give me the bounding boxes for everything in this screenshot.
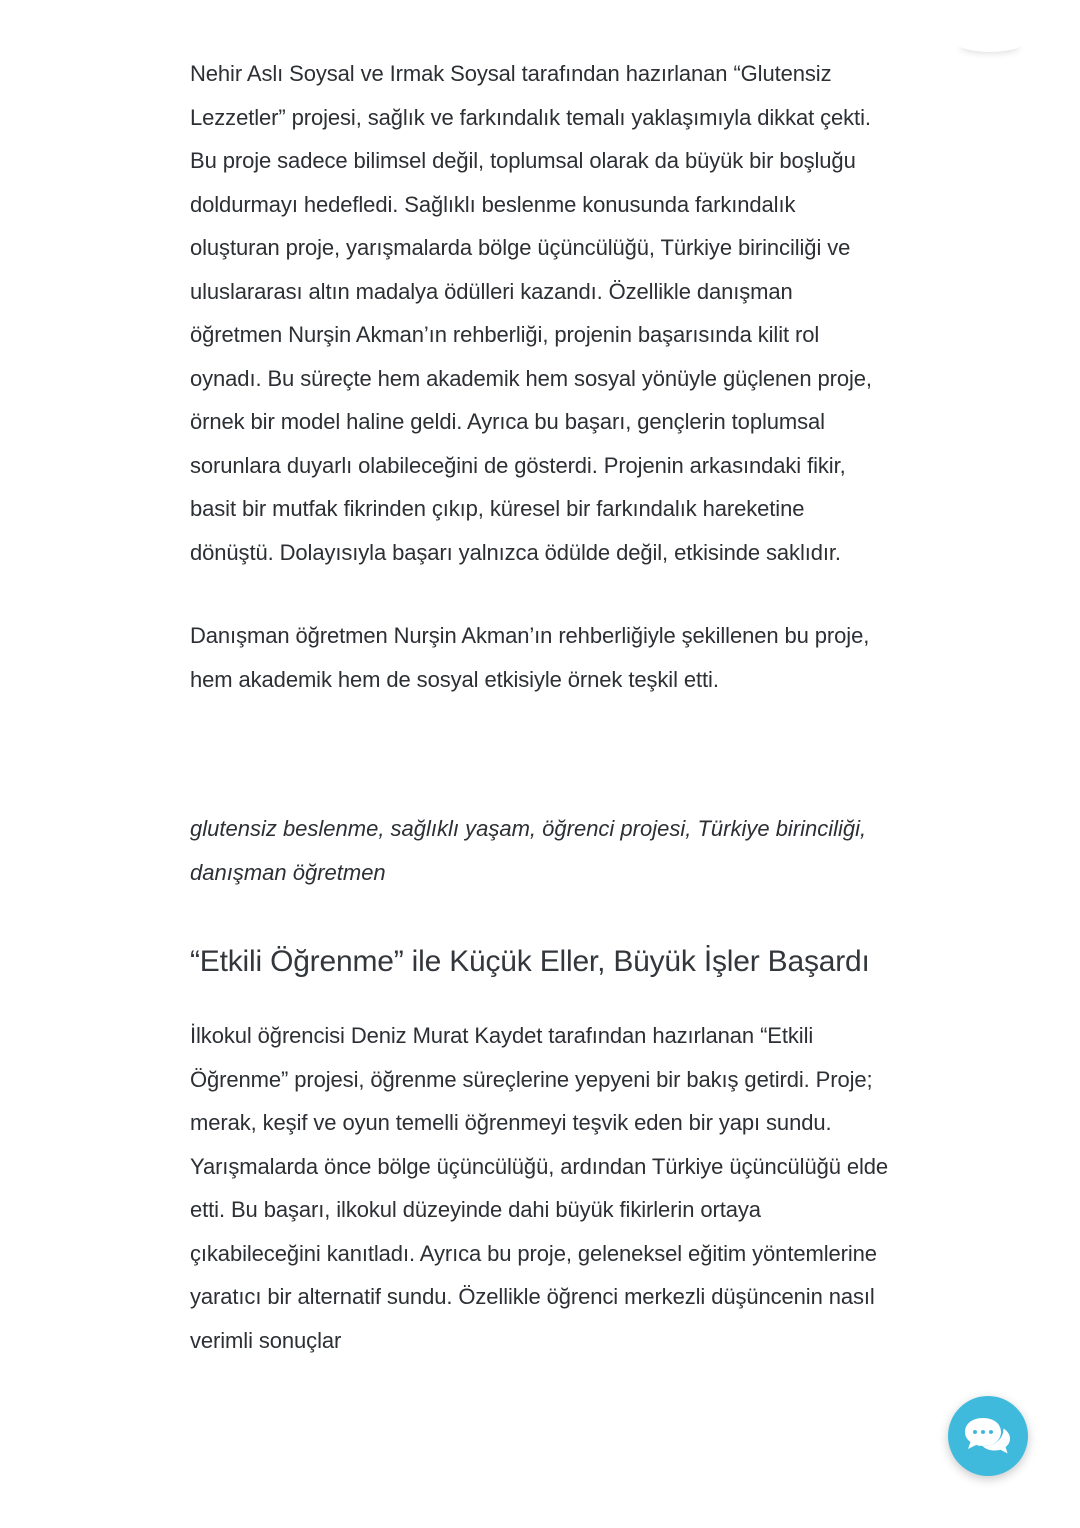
article-tags: glutensiz beslenme, sağlıklı yaşam, öğrenci projesi, Türkiye birinciliği, danışman öğretmen (190, 816, 867, 885)
article-body (190, 52, 890, 1362)
article-paragraph: Nehir Aslı Soysal ve Irmak Soysal tarafından hazırlanan “Glutensiz Lezzetler” projesi, sağlık ve farkındalık temalı yaklaşımıyla dikkat çekti. Bu proje sadece bilimsel değil, toplumsal olarak da büyük bir boşluğu doldurmayı hedefledi. Sağlıklı beslenme konusunda farkındalık oluşturan proje, yarışmalarda bölge üçüncülüğü, Türkiye birinciliği ve uluslararası altın madalya ödülleri kazandı. Özellikle danışman öğretmen Nurşin Akman’ın rehberliği, projenin başarısında kilit rol oynadı. Bu süreçte hem akademik hem sosyal yönüyle güçlenen proje, örnek bir model haline geldi. Ayrıca bu başarı, gençlerin toplumsal sorunlara duyarlı olabileceğini de gösterdi. Projenin arkasındaki fikir, basit bir mutfak fikrinden çıkıp, küresel bir farkındalık hareketine dönüştü. Dolayısıyla başarı yalnızca ödülde değil, etkisinde saklıdır. (190, 61, 872, 565)
article-paragraph: İlkokul öğrencisi Deniz Murat Kaydet tarafından hazırlanan “Etkili Öğrenme” projesi, öğrenme süreçlerine yepyeni bir bakış getirdi. Proje; merak, keşif ve oyun temelli öğrenmeyi teşvik eden bir yapı sundu. Yarışmalarda önce bölge üçüncülüğü, ardından Türkiye üçüncülüğü elde etti. Bu başarı, ilkokul düzeyinde dahi büyük fikirlerin ortaya çıkabileceğini kanıtladı. Ayrıca bu proje, geleneksel eğitim yöntemlerine yaratıcı bir alternatif sundu. Özellikle öğrenci merkezli düşüncenin nasıl verimli sonuçlar (190, 1023, 889, 1353)
chat-bubbles-icon (963, 1414, 1013, 1458)
article-paragraph: Danışman öğretmen Nurşin Akman’ın rehberliğiyle şekillenen bu proje, hem akademik hem de sosyal etkisiyle örnek teşkil etti. (190, 623, 870, 692)
header-shadow (955, 30, 1025, 52)
section-heading: “Etkili Öğrenme” ile Küçük Eller, Büyük İşler Başardı (190, 945, 870, 978)
chat-widget-button[interactable] (948, 1396, 1028, 1476)
